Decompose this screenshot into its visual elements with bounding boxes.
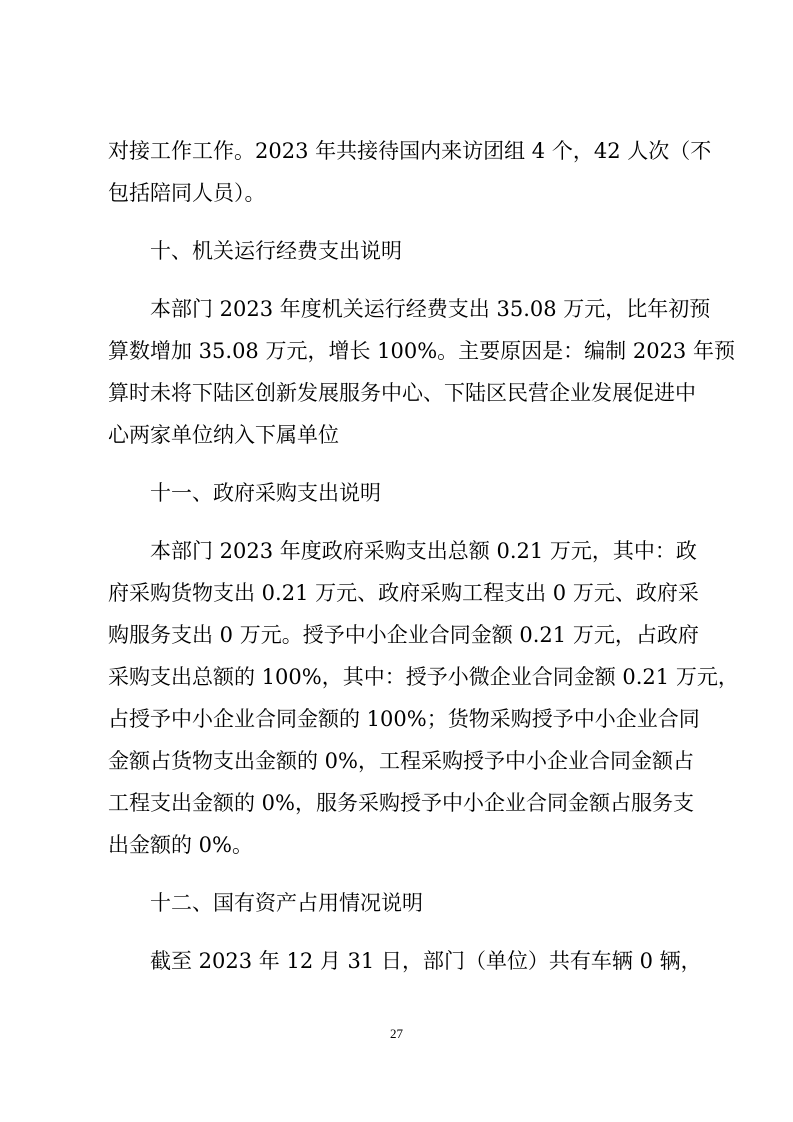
- paragraph-line: 算时未将下陆区创新发展服务中心、下陆区民营企业发展促进中: [108, 381, 696, 405]
- paragraph-line: 本部门 2023 年度政府采购支出总额 0.21 万元，其中：政: [150, 539, 697, 563]
- section-heading-10: 十、机关运行经费支出说明: [150, 239, 402, 263]
- paragraph-line: 本部门 2023 年度机关运行经费支出 35.08 万元，比年初预: [150, 297, 711, 321]
- paragraph-line: 金额占货物支出金额的 0%，工程采购授予中小企业合同金额占: [108, 749, 694, 773]
- paragraph-line: 采购支出总额的 100%，其中：授予小微企业合同金额 0.21 万元，: [108, 665, 739, 689]
- paragraph-line: 对接工作工作。2023 年共接待国内来访团组 4 个，42 人次（不: [108, 139, 712, 163]
- paragraph-line: 出金额的 0%。: [108, 833, 253, 857]
- section-heading-11: 十一、政府采购支出说明: [150, 481, 381, 505]
- paragraph-line: 府采购货物支出 0.21 万元、政府采购工程支出 0 万元、政府采: [108, 581, 699, 605]
- paragraph-line: 心两家单位纳入下属单位: [108, 423, 339, 447]
- page-number: 27: [390, 1026, 403, 1041]
- paragraph-line: 工程支出金额的 0%，服务采购授予中小企业合同金额占服务支: [108, 791, 694, 815]
- section-heading-12: 十二、国有资产占用情况说明: [150, 891, 423, 915]
- paragraph-line: 算数增加 35.08 万元，增长 100%。主要原因是：编制 2023 年预: [108, 339, 735, 363]
- paragraph-line: 截至 2023 年 12 月 31 日，部门（单位）共有车辆 0 辆，: [150, 949, 702, 973]
- paragraph-line: 占授予中小企业合同金额的 100%；货物采购授予中小企业合同: [108, 707, 700, 731]
- paragraph-line: 购服务支出 0 万元。授予中小企业合同金额 0.21 万元，占政府: [108, 623, 699, 647]
- paragraph-line: 包括陪同人员）。: [108, 181, 266, 205]
